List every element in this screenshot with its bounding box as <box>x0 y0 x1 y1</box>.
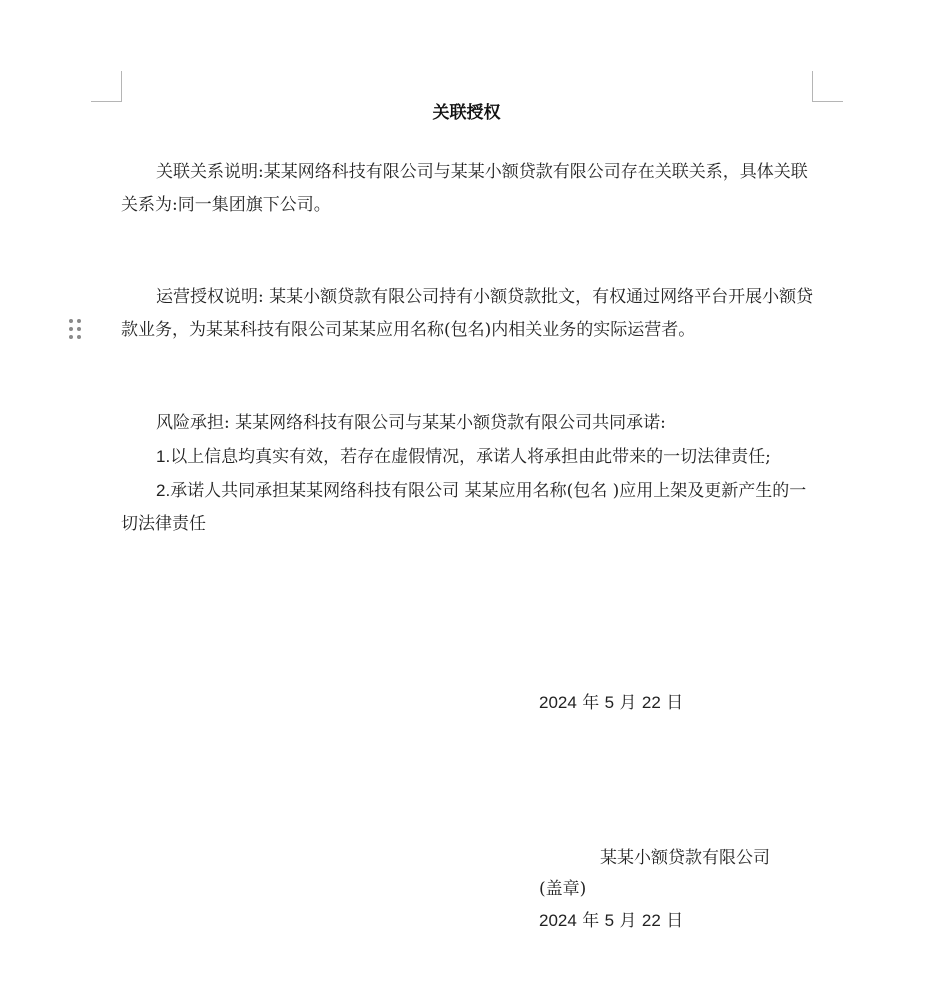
risk-item-2-text: 承诺人共同承担某某网络科技有限公司 某某应用名称(包名 )应用上架及更新产生的一切法律责任 <box>121 481 807 534</box>
date-top-year-unit: 年 <box>576 693 605 713</box>
signature-date-month: 5 <box>604 911 615 930</box>
date-top-day-unit: 日 <box>660 693 684 713</box>
date-top-year: 2024 <box>539 693 577 712</box>
risk-item-1-number: 1. <box>156 447 171 466</box>
signature-date-day-unit: 日 <box>660 911 684 931</box>
risk-item-2 <box>121 474 816 541</box>
risk-intro: 风险承担: 某某网络科技有限公司与某某小额贷款有限公司共同承诺: <box>156 413 666 433</box>
risk-item-1-text: 以上信息均真实有效，若存在虚假情况，承诺人将承担由此带来的一切法律责任; <box>170 447 771 467</box>
signature-date <box>539 905 683 937</box>
drag-handle-icon[interactable] <box>68 318 82 340</box>
signature-date-year-unit: 年 <box>576 911 605 931</box>
page-corner-mark-top-right <box>812 71 843 102</box>
signature-date-year: 2024 <box>539 911 577 930</box>
signature-company: 某某小额贷款有限公司 <box>600 848 770 868</box>
date-top-month: 5 <box>604 693 615 712</box>
paragraph-relation: 关联关系说明:某某网络科技有限公司与某某小额贷款有限公司存在关联关系，具体关联关系为:同一集团旗下公司。 <box>121 162 808 215</box>
page-corner-mark-top-left <box>91 71 122 102</box>
signature-date-day: 22 <box>641 911 661 930</box>
signature-date-month-unit: 月 <box>614 911 642 931</box>
date-top <box>539 687 683 719</box>
document-title: 关联授权 <box>432 103 501 123</box>
date-top-day: 22 <box>641 693 661 712</box>
risk-item-2-number: 2. <box>156 481 171 500</box>
date-top-month-unit: 月 <box>614 693 642 713</box>
paragraph-operation: 运营授权说明: 某某小额贷款有限公司持有小额贷款批文，有权通过网络平台开展小额贷款业务，为某某科技有限公司某某应用名称(包名)内相关业务的实际运营者。 <box>121 287 814 340</box>
signature-seal: (盖章) <box>539 879 587 899</box>
paragraph-risk <box>121 407 816 541</box>
risk-item-1 <box>121 440 816 474</box>
